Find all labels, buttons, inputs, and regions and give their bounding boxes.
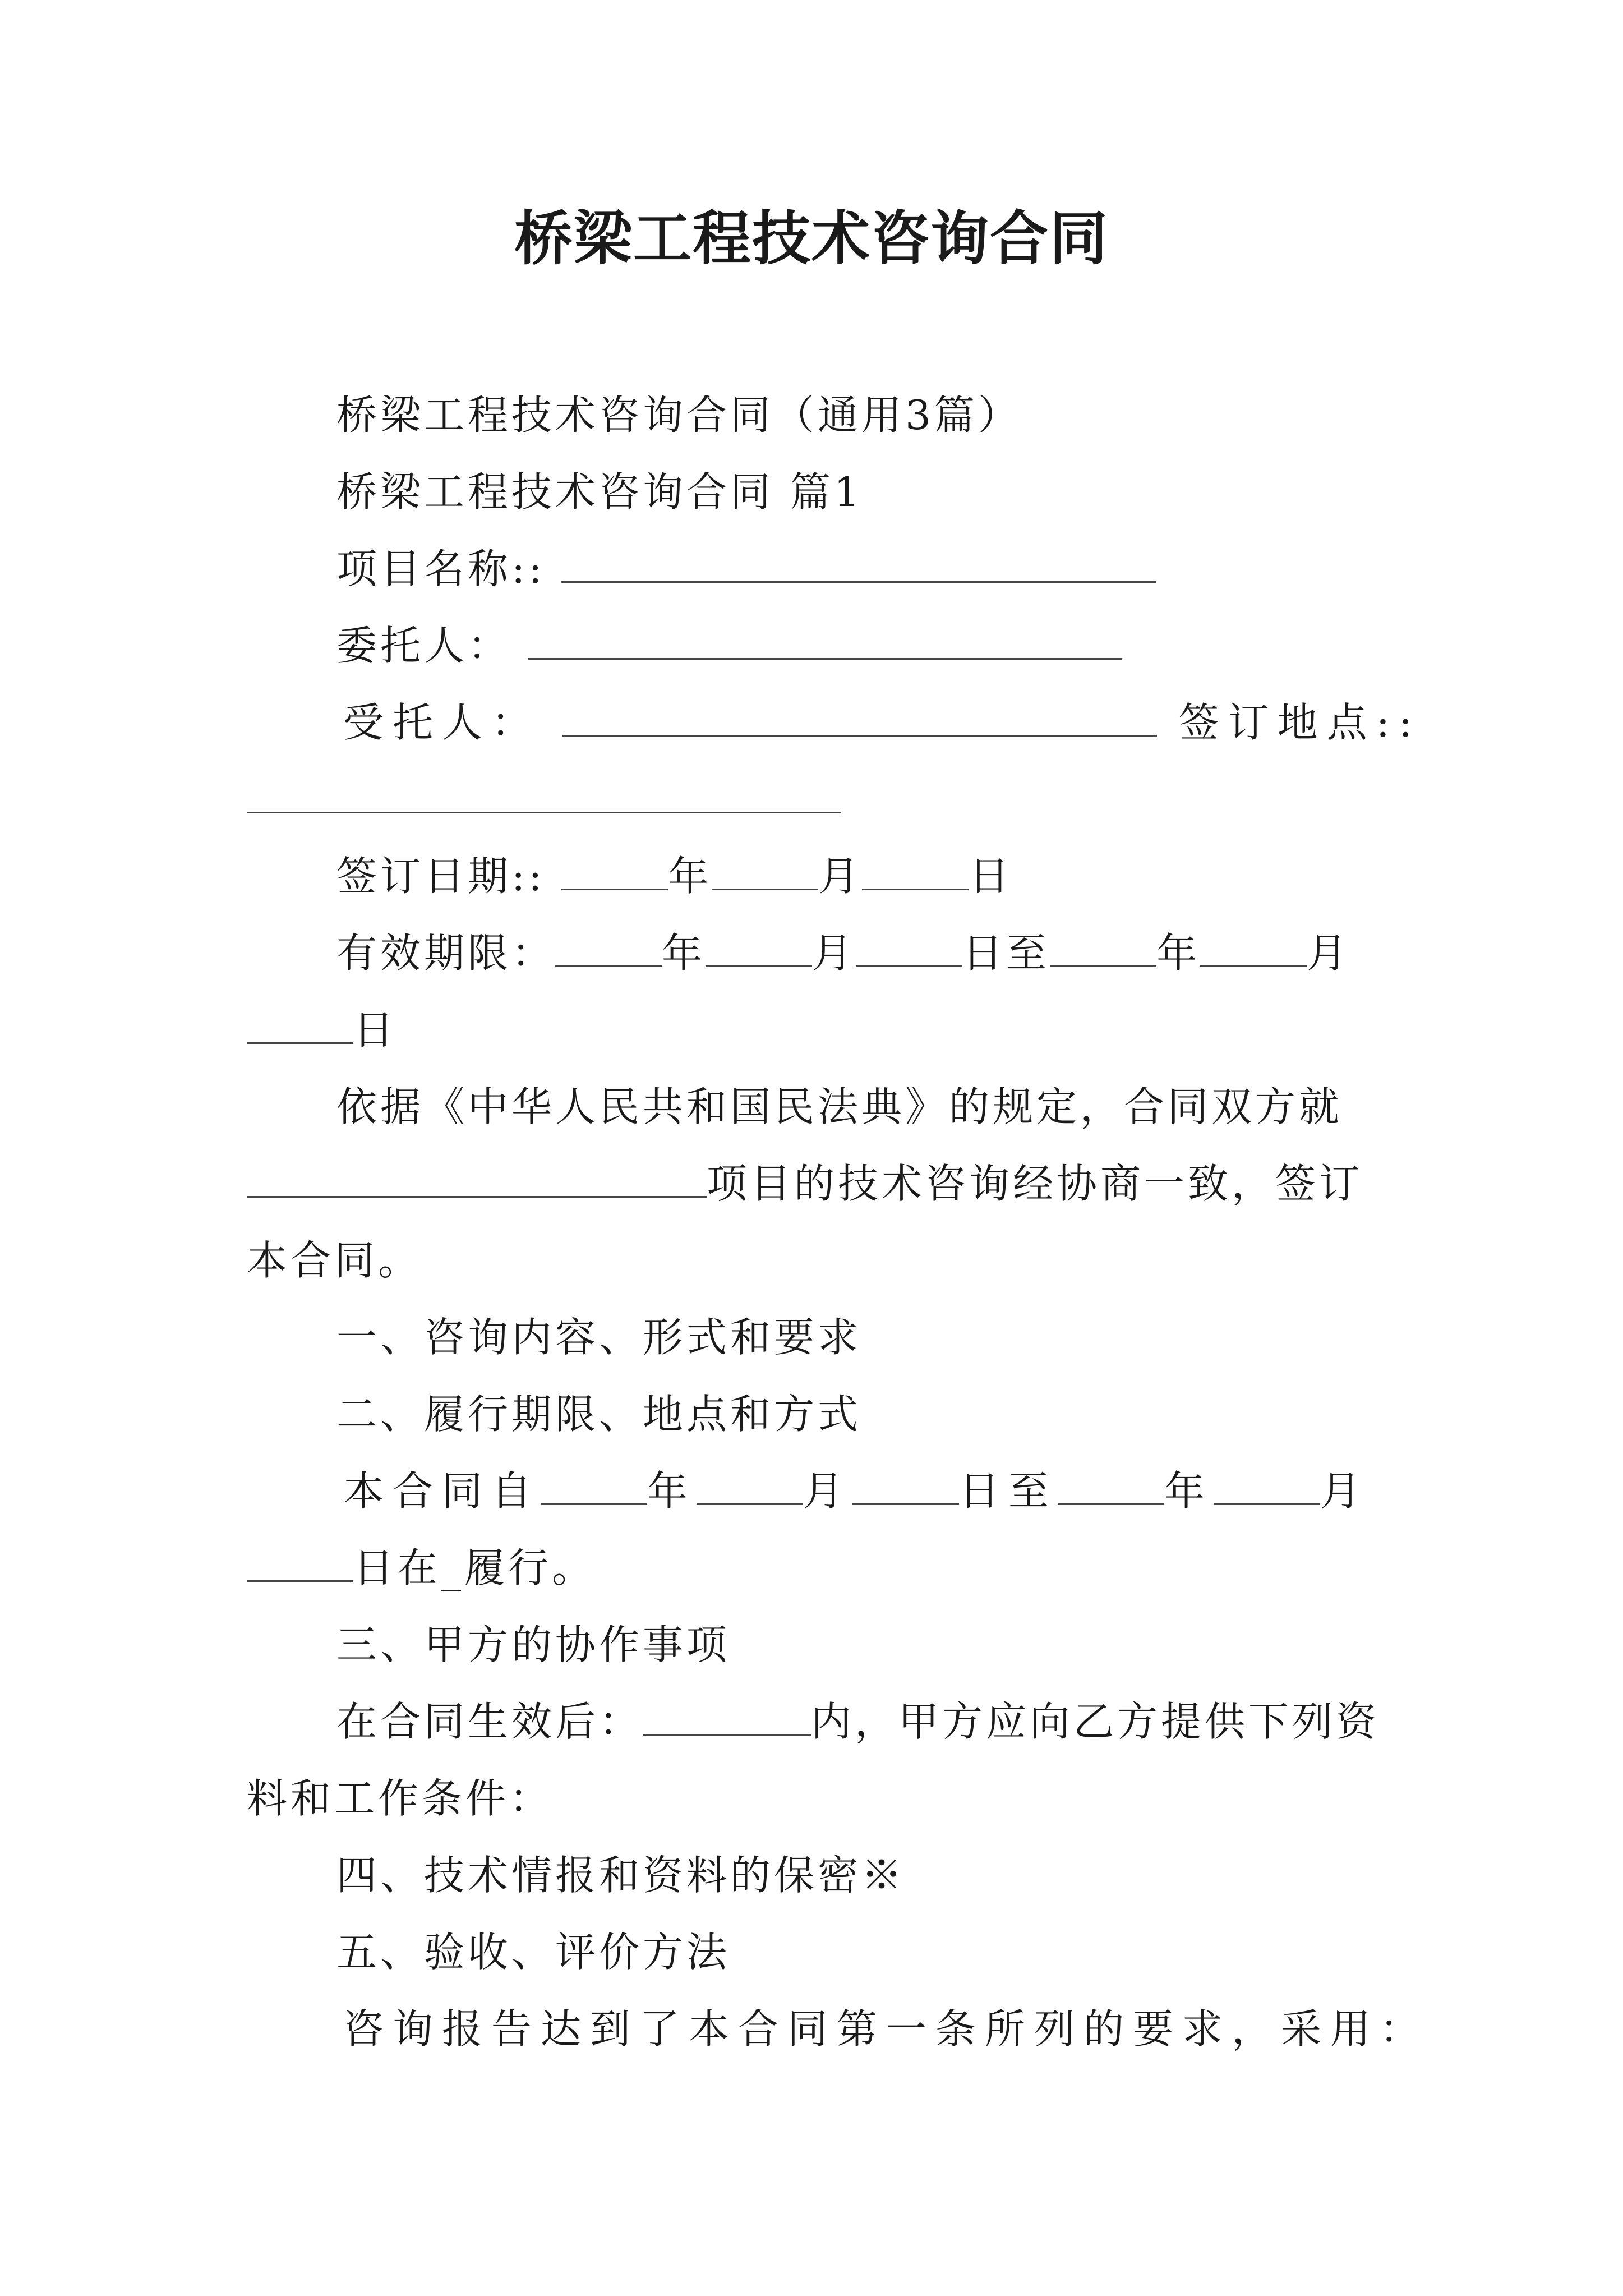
term-to-month-blank (1214, 1469, 1320, 1505)
sign-year-blank (561, 854, 668, 890)
sign-date-row (336, 848, 1012, 904)
basis-row-3 (247, 1232, 422, 1289)
client-row (336, 618, 1122, 674)
valid-day-to: 日至 (962, 930, 1050, 977)
section-5-heading (336, 1924, 730, 1980)
client-blank (528, 623, 1122, 660)
trustee-blank (562, 700, 1157, 737)
valid-from-month-unit: 月 (812, 930, 856, 977)
valid-from-day-blank (856, 931, 962, 967)
section-5-text: 五、验收、评价方法 (336, 1929, 731, 1976)
valid-to-day-unit: 日 (353, 1006, 398, 1053)
sign-year-unit: 年 (668, 853, 712, 900)
cooperation-row-2 (247, 1770, 553, 1826)
project-name-row (336, 541, 1156, 597)
sign-day-unit: 日 (969, 853, 1013, 900)
term-row-1 (343, 1463, 1370, 1519)
term-to-year-blank (1058, 1469, 1164, 1505)
term-from-month-blank (697, 1469, 803, 1505)
project-name-blank (561, 546, 1156, 583)
cooperation-period-blank (643, 1699, 811, 1736)
acceptance-row (343, 2001, 1429, 2057)
term-from-month-unit: 月 (803, 1467, 853, 1515)
section-1-heading (336, 1309, 861, 1365)
cooperation-text-3: 料和工作条件： (247, 1775, 554, 1822)
term-day-to: 日至 (959, 1467, 1058, 1515)
section-3-text: 三、甲方的协作事项 (336, 1621, 731, 1668)
subtitle (336, 387, 1022, 443)
sign-day-blank (862, 854, 969, 890)
section-4-heading (336, 1847, 905, 1903)
basis-text-1: 依据《中华人民共和国民法典》的规定，合同双方就 (336, 1083, 1343, 1130)
sign-place-label: 签订地点:: (1178, 699, 1422, 746)
term-from-year-blank (541, 1469, 647, 1505)
sign-month-blank (712, 854, 818, 890)
basis-text-2: 项目的技术咨询经协商一致，签订 (707, 1160, 1363, 1207)
acceptance-text: 咨询报告达到了本合同第一条所列的要求，采用： (343, 2005, 1430, 2053)
term-to-month-unit: 月 (1320, 1467, 1370, 1515)
basis-project-blank (247, 1161, 707, 1198)
trustee-row (343, 694, 1421, 751)
cooperation-text-1: 在合同生效后： (336, 1698, 643, 1745)
term-from-day-blank (852, 1469, 959, 1505)
section-2-heading (336, 1386, 861, 1442)
project-name-label: 项目名称:: (336, 545, 546, 592)
term-to-year-unit: 年 (1164, 1467, 1214, 1515)
basis-row-2 (247, 1156, 1363, 1212)
valid-to-year-blank (1050, 931, 1156, 967)
part-heading-text: 桥梁工程技术咨询合同 篇1 (336, 468, 863, 516)
term-row-2 (247, 1540, 596, 1596)
valid-from-month-blank (706, 931, 812, 967)
document-title: 桥梁工程技术咨询合同 (514, 204, 1109, 273)
term-from-year-unit: 年 (647, 1467, 697, 1515)
sign-place-row (247, 771, 841, 827)
valid-period-row-2 (247, 1002, 397, 1058)
cooperation-text-2: 内，甲方应向乙方提供下列资 (811, 1698, 1380, 1745)
term-to-day-blank (247, 1545, 353, 1582)
valid-to-month-blank (1200, 931, 1307, 967)
basis-text-3: 本合同。 (247, 1237, 422, 1284)
valid-from-year-blank (555, 931, 662, 967)
term-text-start: 本合同自 (343, 1467, 541, 1515)
section-2-text: 二、履行期限、地点和方式 (336, 1391, 862, 1438)
basis-row-1 (336, 1079, 1343, 1135)
valid-to-day-blank (247, 1007, 353, 1044)
trustee-label: 受托人： (343, 699, 541, 746)
sign-month-unit: 月 (818, 853, 863, 900)
part-heading (336, 464, 863, 520)
valid-to-year-unit: 年 (1156, 930, 1201, 977)
sign-date-label: 签订日期:: (336, 853, 546, 900)
valid-from-year-unit: 年 (662, 930, 706, 977)
section-1-text: 一、咨询内容、形式和要求 (336, 1314, 862, 1361)
client-label: 委托人： (336, 622, 512, 669)
valid-period-row (336, 925, 1350, 981)
valid-to-month-unit: 月 (1307, 930, 1351, 977)
section-3-heading (336, 1617, 730, 1673)
subtitle-text: 桥梁工程技术咨询合同（通用3篇） (336, 392, 1022, 439)
term-day-in-text: 日在_履行。 (353, 1544, 596, 1591)
sign-place-blank (247, 777, 841, 813)
valid-period-label: 有效期限： (336, 930, 556, 977)
cooperation-row-1 (336, 1694, 1380, 1750)
section-4-text: 四、技术情报和资料的保密※ (336, 1852, 906, 1899)
